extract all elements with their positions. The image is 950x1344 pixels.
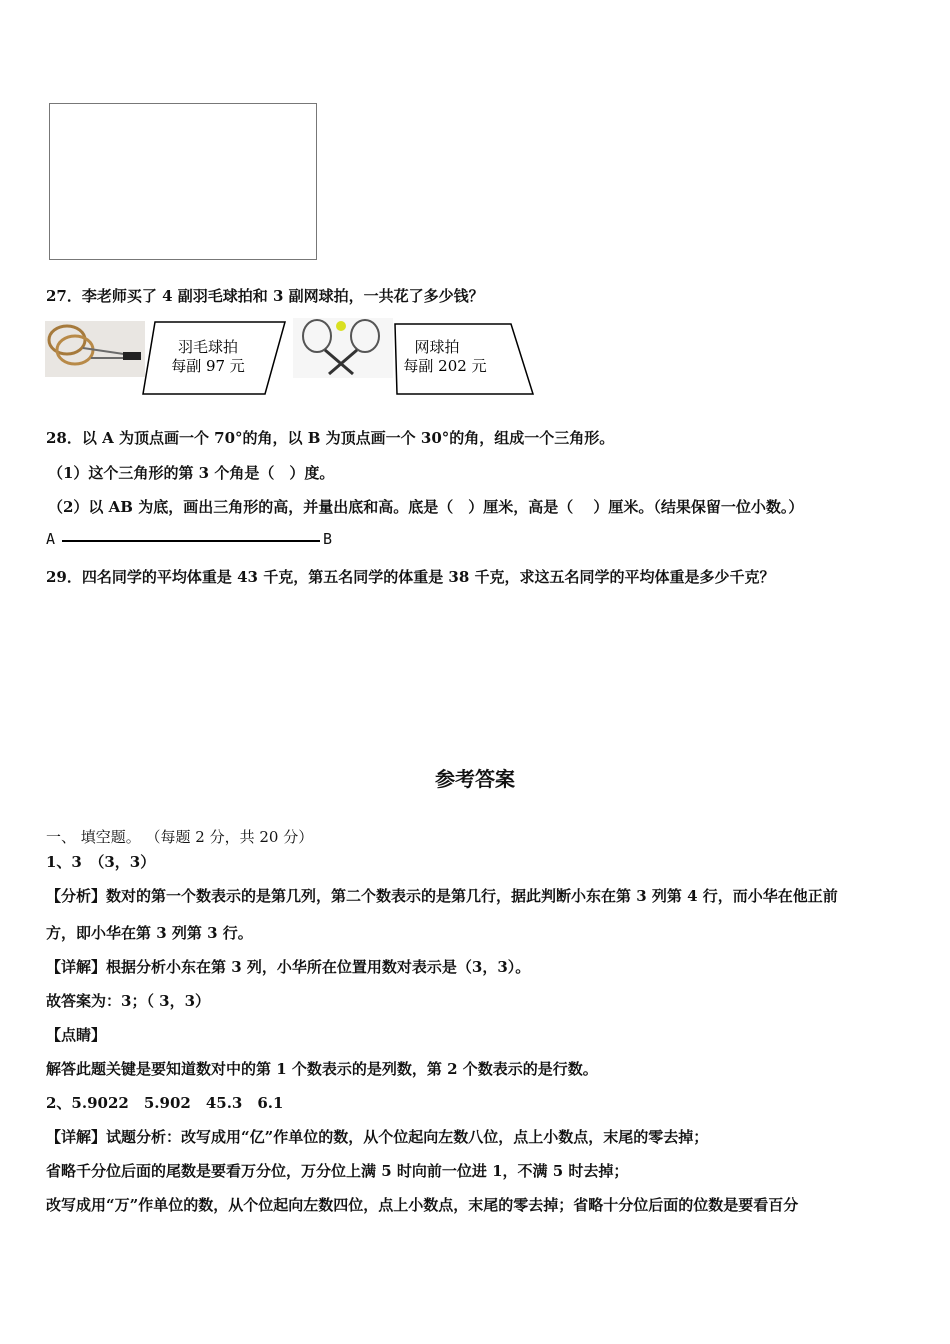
badminton-handle	[123, 352, 141, 360]
answer-2-detail-line1: 【详解】试题分析：改写成用“亿”作单位的数，从个位起向左数八位，点上小数点，末尾的零去掉；	[46, 1128, 709, 1146]
answer-1-comment-label: 【点睛】	[46, 1026, 107, 1044]
question-28-text: 28．以 A 为顶点画一个 70°的角，以 B 为顶点画一个 30°的角，组成一个三角形。	[46, 429, 615, 447]
q27-illustration	[45, 318, 535, 398]
answer-1-analysis-line1: 【分析】数对的第一个数表示的是第几列，第二个数表示的是第几行，据此判断小东在第 3 列第 4 行，而小华在他正前	[46, 887, 838, 905]
question-27-text: 27．李老师买了 4 副羽毛球拍和 3 副网球拍，一共花了多少钱？	[46, 287, 484, 305]
badminton-price: 每副 97 元	[171, 357, 245, 375]
answer-2-detail-line3: 改写成用“万”作单位的数，从个位起向左数四位，点上小数点，末尾的零去掉；省略十分位后面的位数是要看百分	[46, 1196, 799, 1214]
badminton-name: 羽毛球拍	[177, 338, 239, 356]
point-a-label: A	[46, 530, 56, 548]
answer-1-conclusion: 故答案为：3；（ 3，3）	[46, 992, 211, 1010]
answer-2: 2、5.9022 5.902 45.3 6.1	[46, 1094, 284, 1112]
ab-line	[62, 540, 320, 542]
q27-figure	[45, 318, 535, 398]
answer-1-analysis-line2: 方，即小华在第 3 列第 3 行。	[46, 924, 253, 942]
answer-1-comment: 解答此题关键是要知道数对中的第 1 个数表示的是列数，第 2 个数表示的是行数。	[46, 1060, 598, 1078]
tennis-name: 网球拍	[414, 338, 460, 356]
question-28-sub1: （1）这个三角形的第 3 个角是（ ）度。	[48, 464, 335, 482]
answer-1-detail: 【详解】根据分析小东在第 3 列，小华所在位置用数对表示是（3，3）。	[46, 958, 531, 976]
point-b-label: B	[323, 530, 333, 548]
answers-title: 参考答案	[435, 767, 515, 791]
section-heading: 一、 填空题。 （每题 2 分，共 20 分）	[46, 828, 314, 846]
answer-drawing-box	[49, 103, 317, 260]
segment-ab	[46, 530, 346, 552]
question-29-text: 29．四名同学的平均体重是 43 千克，第五名同学的体重是 38 千克，求这五名同学的平均体重是多少千克？	[46, 568, 775, 586]
question-28-sub2: （2）以 AB 为底，画出三角形的高，并量出底和高。底是（ ）厘米，高是（ ）厘米。（结果保留一位小数。）	[48, 498, 804, 516]
tennis-ball	[336, 321, 346, 331]
answer-2-detail-line2: 省略千分位后面的尾数是要看万分位，万分位上满 5 时向前一位进 1，不满 5 时去掉；	[46, 1162, 629, 1180]
answer-1: 1、3 （3，3）	[46, 853, 156, 871]
tennis-price: 每副 202 元	[403, 357, 487, 375]
